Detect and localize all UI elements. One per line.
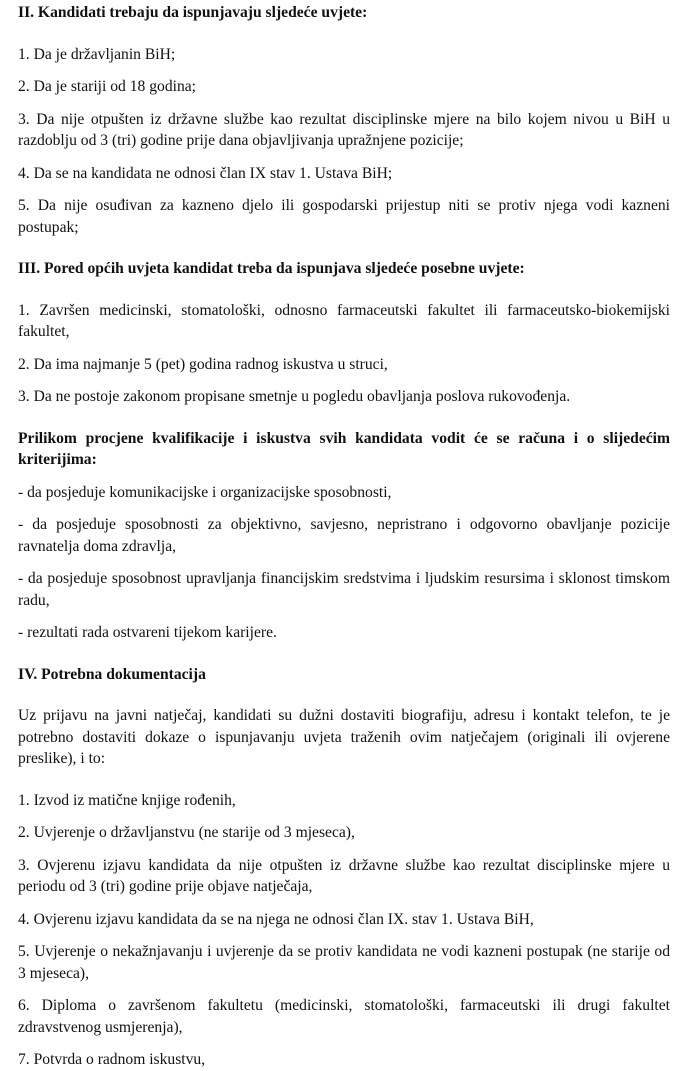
section-4-item-1: 1. Izvod iz matične knjige rođenih, <box>18 791 236 809</box>
section-2-item-1: 1. Da je državljanin BiH; <box>18 45 176 63</box>
criteria-item-3: - da posjeduje sposobnost upravljanja financijskim sredstvima i ljudskim resursima i sklonost timskom radu, <box>18 570 670 609</box>
section-2-item-3: 3. Da nije otpušten iz državne službe kao rezultat disciplinske mjere na bilo kojem nivou u BiH u razdoblju od 3 (tri) godine prije dana objavljivanja upražnjene pozicije; <box>18 110 670 149</box>
section-2-item-2: 2. Da je stariji od 18 godina; <box>18 78 196 95</box>
section-2-heading: II. Kandidati trebaju da ispunjavaju sljedeće uvjete: <box>18 4 368 21</box>
section-3-item-2: 2. Da ima najmanje 5 (pet) godina radnog iskustva u struci, <box>18 355 388 373</box>
section-2-item-5: 5. Da nije osuđivan za kazneno djelo ili gospodarski prijestup niti se protiv njega vodi kazneni postupak; <box>18 197 670 236</box>
section-3-item-3: 3. Da ne postoje zakonom propisane smetnje u pogledu obavljanja poslova rukovođenja. <box>18 388 571 405</box>
section-4-item-2: 2. Uvjerenje o državljanstvu (ne starije od 3 mjeseca), <box>18 824 355 841</box>
section-3-item-1: 1. Završen medicinski, stomatološki, odnosno farmaceutski fakultet ili farmaceutsko-biokemijski fakultet, <box>18 301 670 340</box>
section-2-item-4: 4. Da se na kandidata ne odnosi član IX stav 1. Ustava BiH; <box>18 164 393 182</box>
criteria-item-1: - da posjeduje komunikacijske i organizacijske sposobnosti, <box>18 483 392 501</box>
criteria-item-2: - da posjeduje sposobnosti za objektivno, savjesno, nepristrano i odgovorno obavljanje pozicije ravnatelja doma zdravlja, <box>18 516 670 555</box>
section-4-heading: IV. Potrebna dokumentacija <box>18 665 206 683</box>
section-4-item-6: 6. Diploma o završenom fakultetu (medicinski, stomatološki, farmaceutski ili drugi fakultet zdravstvenog usmjerenja), <box>18 997 670 1036</box>
section-4-item-7: 7. Potvrda o radnom iskustvu, <box>18 1051 206 1068</box>
section-4-item-3: 3. Ovjerenu izjavu kandidata da nije otpušten iz državne službe kao rezultat disciplinske mjere u periodu od 3 (tri) godine prije objave natječaja, <box>18 856 670 895</box>
section-4-item-5: 5. Uvjerenje o nekažnjavanju i uvjerenje da se protiv kandidata ne vodi kazneni postupak (ne starije od 3 mjeseca), <box>18 943 670 982</box>
section-4-item-4: 4. Ovjerenu izjavu kandidata da se na njega ne odnosi član IX. stav 1. Ustava BiH, <box>18 910 534 928</box>
section-4-intro: Uz prijavu na javni natječaj, kandidati su dužni dostaviti biografiju, adresu i kontakt telefon, te je potrebno dostaviti dokaze o ispunjavanju uvjeta traženih ovim natječajem (originali ili ovjerene preslike), i to: <box>18 707 670 767</box>
document-page <box>18 2 670 1071</box>
criteria-heading: Prilikom procjene kvalifikacije i iskustva svih kandidata vodit će se računa i o slijedećim kriterijima: <box>18 429 670 468</box>
section-3-heading: III. Pored općih uvjeta kandidat treba da ispunjava sljedeće posebne uvjete: <box>18 260 525 277</box>
criteria-item-4: - rezultati rada ostvareni tijekom karijere. <box>18 624 277 641</box>
